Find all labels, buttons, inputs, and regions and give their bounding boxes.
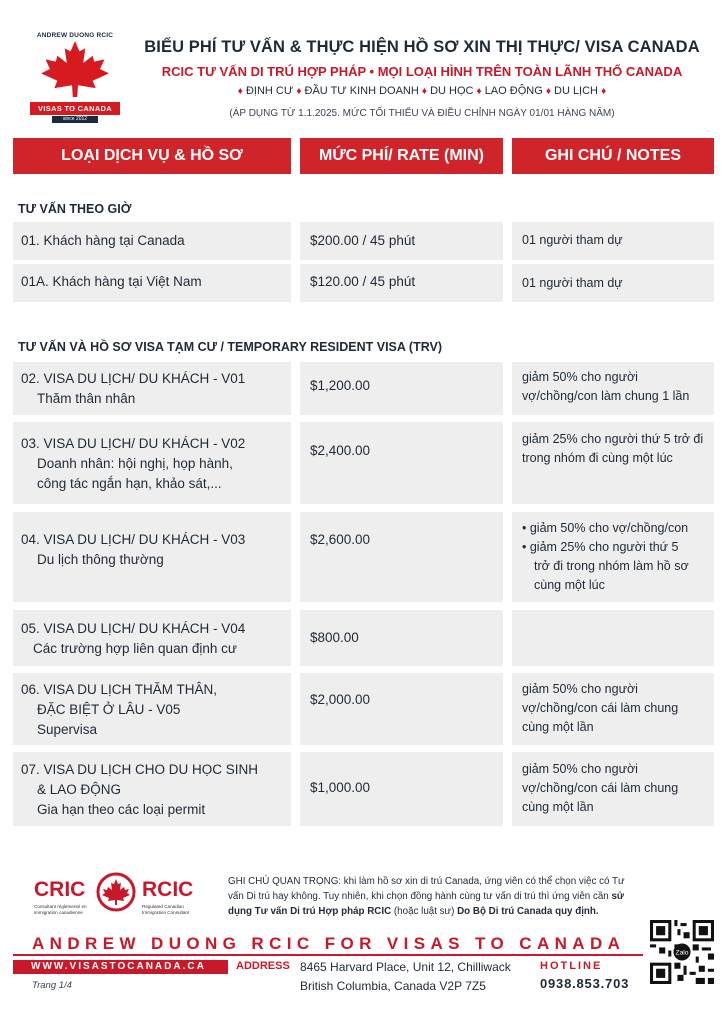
row-rate [300, 752, 503, 826]
address-label: ADDRESS [236, 960, 290, 972]
note-line: cùng một lúc [534, 578, 605, 592]
cric-small-text: Consultant réglementé en immigration canadienne [34, 904, 87, 915]
address-line: British Columbia, Canada V2P 7Z5 [300, 979, 486, 993]
rcic-small-text: Regulated Canadian Immigration Consultant [142, 904, 190, 915]
service-name: 01. Khách hàng tại Canada [21, 233, 185, 248]
logo-top-text: ANDREW DUONG RCIC [36, 32, 114, 39]
row-notes [512, 264, 714, 302]
service-detail: Supervisa [37, 722, 98, 737]
note-line: cùng một lần [522, 800, 594, 814]
note-line: giảm 50% cho người [522, 682, 638, 696]
row-service [13, 752, 291, 826]
row-rate [300, 610, 503, 666]
category-item: ĐẦU TƯ KINH DOANH [304, 85, 419, 97]
notice-text: GHI CHÚ QUAN TRỌNG: khi làm hồ sơ xin di trú Canada, ứng viên có thể chọn việc có Tư vấn Di trú hay không. Tuy nhiên, khi chọn đồng hành cùng tư vấn di trú thì ứng viên cần [228, 876, 625, 902]
address-line: 8465 Harvard Place, Unit 12, Chilliwack [300, 960, 511, 974]
row-service [13, 362, 291, 415]
note-line: trở đi trong nhóm làm hồ sơ [534, 559, 689, 573]
logo-band: VISAS TO CANADA [30, 102, 120, 115]
row-notes [512, 752, 714, 826]
row-rate [300, 222, 503, 260]
maple-leaf-icon: ♦ [476, 86, 482, 97]
page-title: BIỂU PHÍ TƯ VẤN & THỰC HIỆN HỒ SƠ XIN THỊ THỰC/ VISA CANADA [144, 38, 700, 56]
category-list [136, 85, 708, 97]
footer-brand: ANDREW DUONG RCIC FOR VISAS TO CANADA [32, 934, 626, 953]
note-line: cùng một lần [522, 720, 594, 734]
maple-leaf-icon: ♦ [601, 86, 607, 97]
service-detail: Doanh nhân: hội nghị, họp hành, [37, 456, 233, 471]
hotline-label: HOTLINE [540, 960, 603, 972]
footer-divider [13, 954, 643, 956]
visas-to-canada-logo [24, 32, 126, 128]
row-notes [512, 362, 714, 415]
category-item: ĐỊNH CƯ [245, 85, 294, 97]
service-name: 02. VISA DU LỊCH/ DU KHÁCH - V01 [21, 371, 246, 386]
row-rate [300, 264, 503, 302]
rate-value: $120.00 / 45 phút [310, 274, 416, 289]
service-detail: Du lịch thông thường [37, 552, 164, 567]
rate-value: $2,000.00 [310, 692, 371, 707]
service-name: 04. VISA DU LỊCH/ DU KHÁCH - V03 [21, 532, 246, 547]
column-header-service: LOẠI DỊCH VỤ & HỒ SƠ [13, 138, 291, 174]
service-name: 01A. Khách hàng tại Việt Nam [21, 274, 202, 289]
address [300, 958, 511, 996]
rate-value: $800.00 [310, 630, 359, 645]
category-item: DU HỌC [430, 85, 474, 97]
row-rate [300, 422, 503, 504]
note-line: giảm 25% cho người thứ 5 trở đi [522, 432, 704, 446]
row-notes [512, 512, 714, 602]
row-rate [300, 362, 503, 415]
hotline-number[interactable]: 0938.853.703 [540, 976, 630, 991]
effective-date-note: (ÁP DỤNG TỪ 1.1.2025. MỨC TỐI THIỂU VÀ ĐIỀU CHỈNH NGÀY 01/01 HÀNG NĂM) [229, 108, 615, 119]
rate-value: $2,400.00 [310, 443, 371, 458]
notice-bold: Do Bộ Di trú Canada quy định. [457, 906, 599, 917]
row-rate [300, 512, 503, 602]
section-title-trv: TƯ VẤN VÀ HỒ SƠ VISA TẠM CƯ / TEMPORARY RESIDENT VISA (TRV) [18, 340, 443, 354]
note-line: giảm 50% cho người [522, 370, 638, 384]
note-line: • giảm 25% cho người thứ 5 [522, 540, 679, 554]
note-line: giảm 50% cho người [522, 762, 638, 776]
zalo-badge-text: Zalo [675, 949, 689, 957]
note-line: 01 người tham dự [522, 276, 623, 290]
row-rate [300, 673, 503, 745]
section-title-hourly: TƯ VẤN THEO GIỜ [18, 202, 132, 216]
category-item: DU LỊCH [554, 85, 599, 97]
row-service [13, 422, 291, 504]
service-detail: & LAO ĐỘNG [37, 782, 122, 797]
row-notes [512, 222, 714, 260]
column-header-notes: GHI CHÚ / NOTES [512, 138, 714, 174]
logo-since: since 2012 [52, 116, 98, 123]
row-notes-empty [512, 610, 714, 666]
cric-text: CRIC [34, 878, 86, 901]
service-name: 07. VISA DU LỊCH CHO DU HỌC SINH [21, 762, 259, 777]
service-name: 05. VISA DU LỊCH/ DU KHÁCH - V04 [21, 621, 246, 636]
note-line: vợ/chồng/con làm chung 1 lần [522, 389, 690, 403]
service-detail: Gia hạn theo các loại permit [37, 802, 206, 817]
note-line: trong nhóm đi cùng một lúc [522, 451, 673, 465]
rate-value: $2,600.00 [310, 532, 371, 547]
row-service [13, 222, 291, 260]
website-link[interactable]: WWW.VISASTOCANADA.CA [13, 960, 228, 974]
note-line: vợ/chồng/con cái làm chung [522, 701, 679, 715]
service-name: 06. VISA DU LỊCH THĂM THÂN, [21, 682, 218, 697]
service-detail: Thăm thân nhân [37, 391, 136, 406]
note-line: 01 người tham dự [522, 233, 623, 247]
cric-rcic-badge [20, 870, 210, 928]
category-item: LAO ĐỘNG [484, 85, 543, 97]
maple-leaf-icon: ♦ [237, 86, 243, 97]
rate-value: $1,200.00 [310, 378, 371, 393]
row-service [13, 610, 291, 666]
maple-leaf-icon: ♦ [545, 86, 551, 97]
important-notice [228, 874, 638, 919]
row-service [13, 512, 291, 602]
maple-leaf-icon: ♦ [296, 86, 302, 97]
maple-leaf-icon: ♦ [421, 86, 427, 97]
page-subtitle: RCIC TƯ VẤN DI TRÚ HỢP PHÁP • MỌI LOẠI HÌNH TRÊN TOÀN LÃNH THỔ CANADA [161, 64, 683, 79]
rcic-text: RCIC [142, 878, 194, 901]
service-detail: công tác ngắn hạn, khảo sát,... [37, 476, 222, 491]
row-service [13, 673, 291, 745]
row-service [13, 264, 291, 302]
notice-bold: sử dụng Tư vấn Di trú Hợp pháp RCIC [228, 891, 625, 917]
row-notes [512, 422, 714, 504]
maple-leaf-seal-icon [96, 872, 136, 912]
note-line: • giảm 50% cho vợ/chồng/con [522, 521, 689, 535]
page-number: Trang 1/4 [32, 980, 72, 991]
maple-leaf-icon [38, 41, 112, 97]
rate-value: $200.00 / 45 phút [310, 233, 416, 248]
service-name: 03. VISA DU LỊCH/ DU KHÁCH - V02 [21, 436, 246, 451]
qr-code-icon[interactable] [650, 920, 714, 984]
notice-text: (hoặc luật sư) [391, 906, 458, 917]
note-line: vợ/chồng/con cái làm chung [522, 781, 679, 795]
column-header-rate: MỨC PHÍ/ RATE (MIN) [300, 138, 503, 174]
service-detail: ĐẶC BIỆT Ở LÂU - V05 [37, 702, 181, 717]
row-notes [512, 673, 714, 745]
service-detail: Các trường hợp liên quan định cư [33, 641, 237, 656]
rate-value: $1,000.00 [310, 780, 371, 795]
